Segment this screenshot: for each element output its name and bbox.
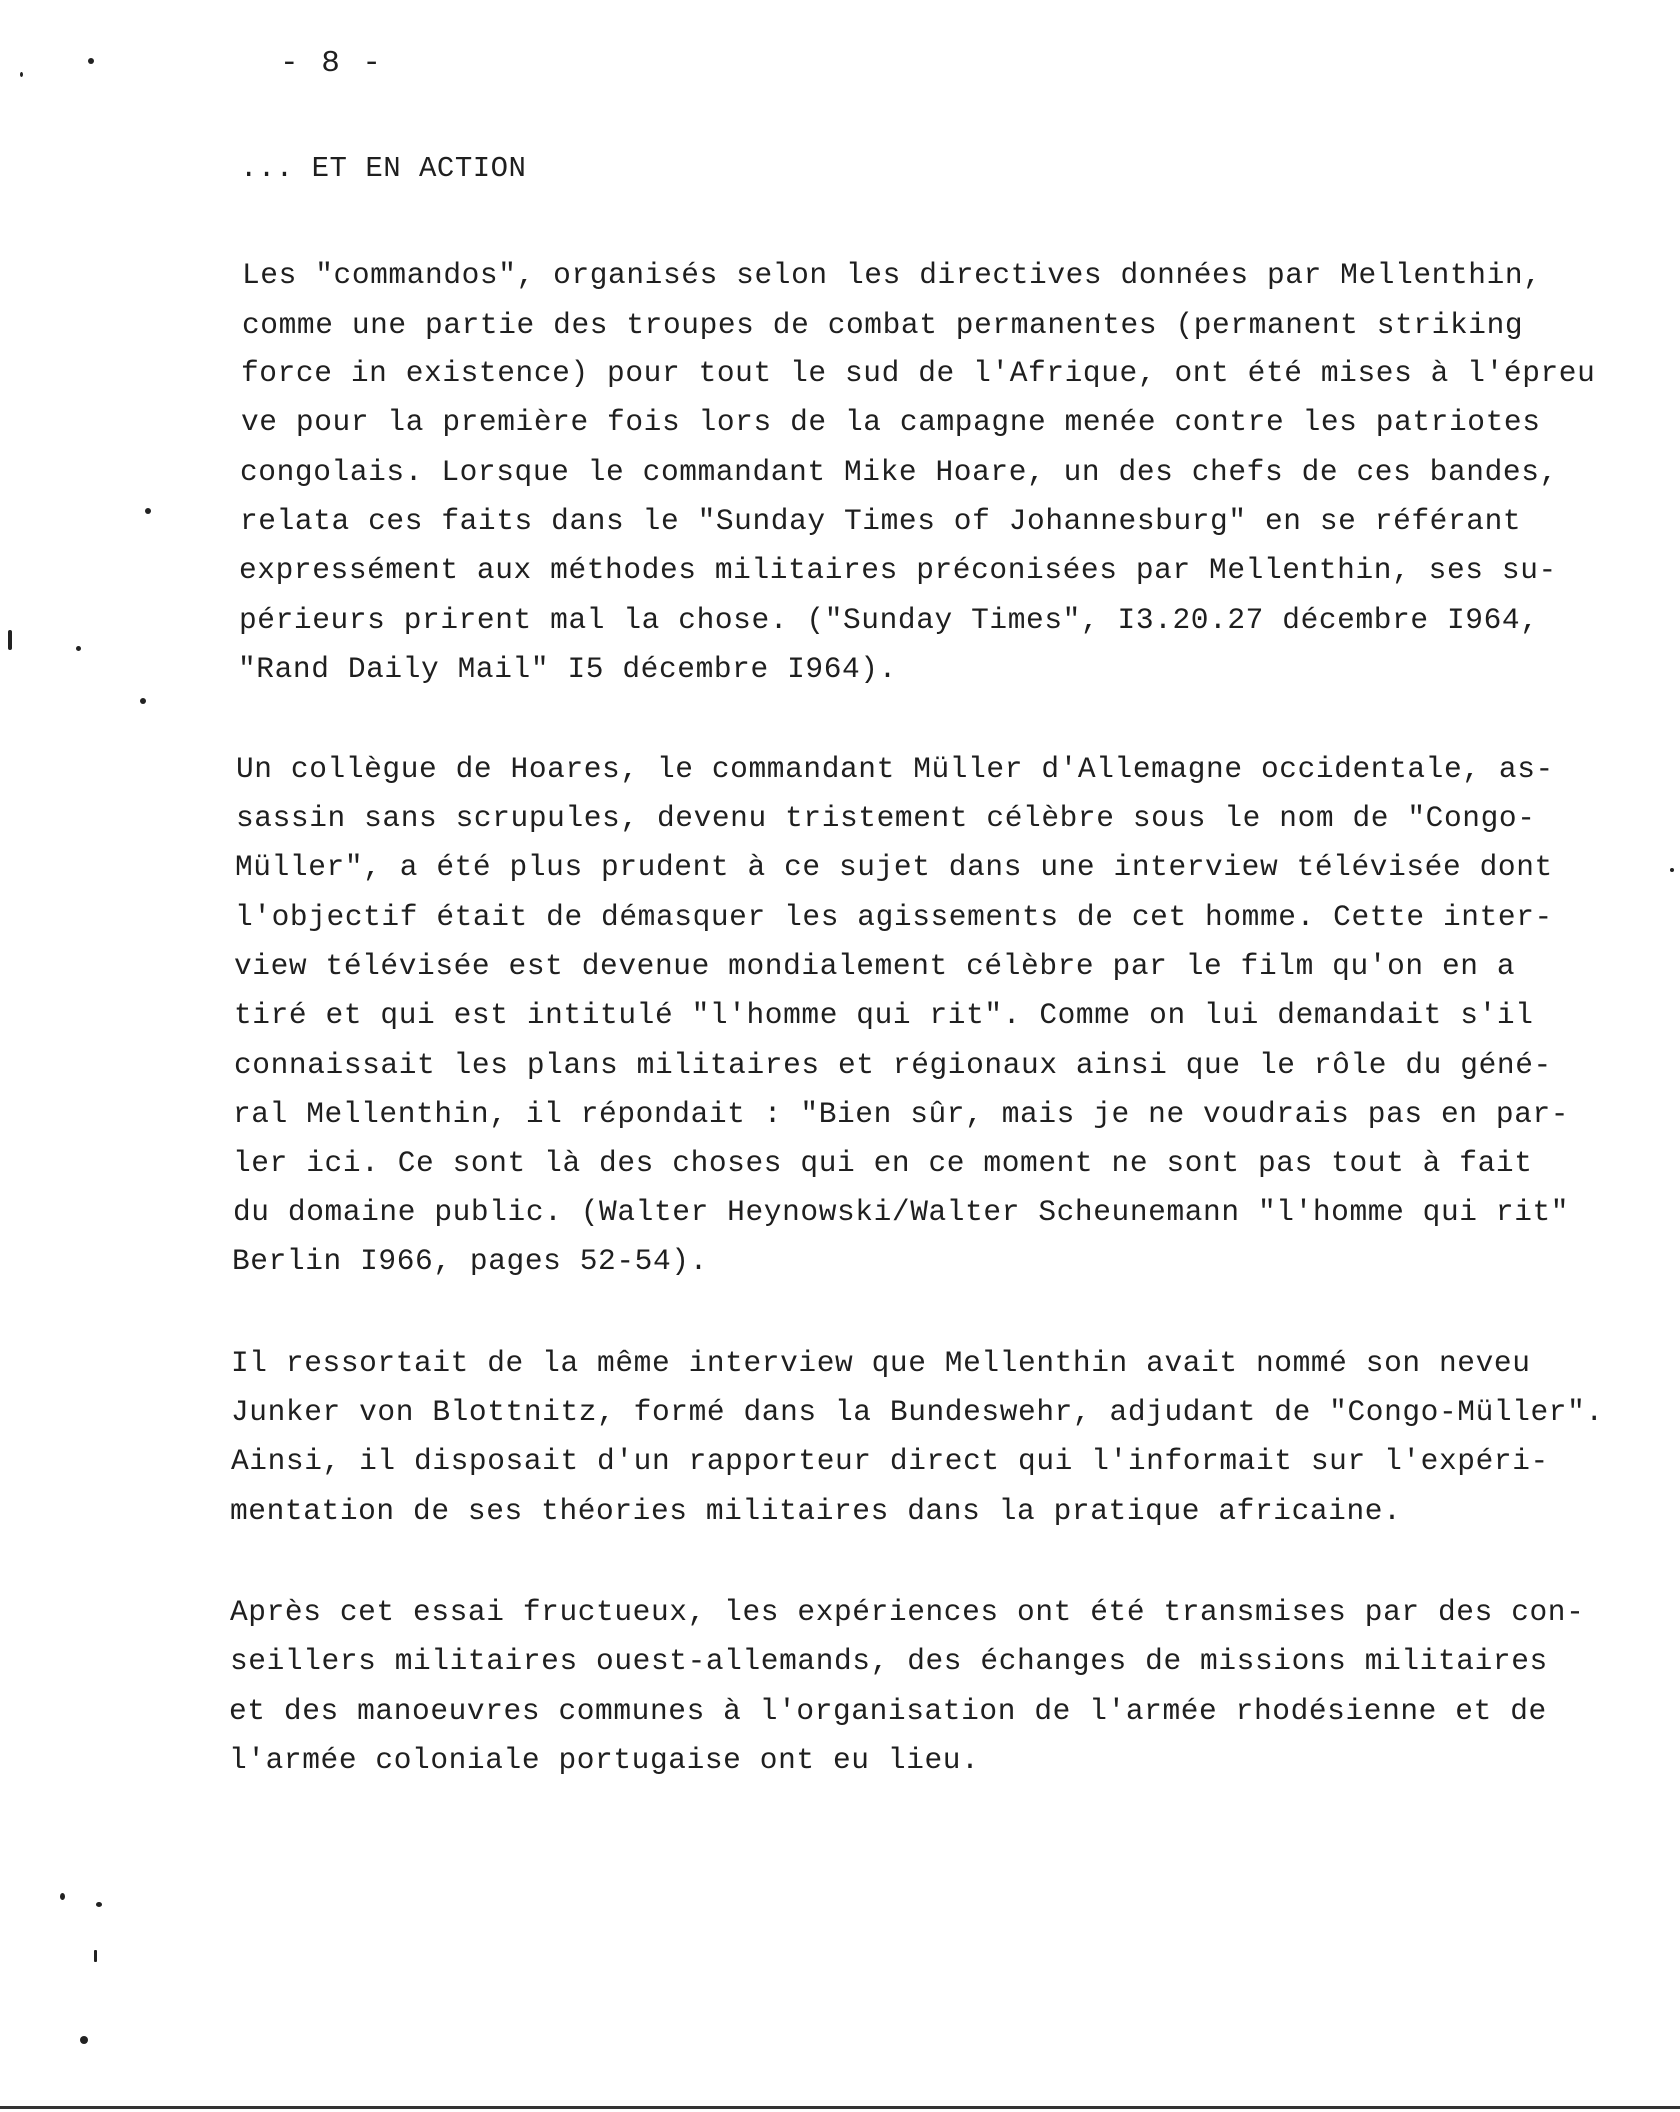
paragraph-line: relata ces faits dans le "Sunday Times of Johannesburg" en se référant bbox=[240, 504, 1522, 538]
paragraph-line: Müller", a été plus prudent à ce sujet dans une interview télévisée dont bbox=[235, 850, 1553, 884]
paragraph-line: Berlin I966, pages 52-54). bbox=[232, 1244, 708, 1278]
scan-speck bbox=[145, 508, 151, 514]
paragraph-line: view télévisée est devenue mondialement célèbre par le film qu'on en a bbox=[234, 949, 1516, 983]
scan-speck bbox=[80, 2036, 88, 2044]
paragraph-line: Il ressortait de la même interview que Mellenthin avait nommé son neveu bbox=[231, 1346, 1531, 1380]
paragraph-line: périeurs prirent mal la chose. ("Sunday Times", I3.20.27 décembre I964, bbox=[239, 603, 1539, 637]
paragraph-line: seillers militaires ouest-allemands, des échanges de missions militaires bbox=[230, 1644, 1548, 1678]
paragraph-line: et des manoeuvres communes à l'organisation de l'armée rhodésienne et de bbox=[229, 1694, 1547, 1728]
paragraph-line: du domaine public. (Walter Heynowski/Walter Scheunemann "l'homme qui rit" bbox=[233, 1195, 1570, 1229]
paragraph-line: mentation de ses théories militaires dans la pratique africaine. bbox=[230, 1494, 1402, 1528]
paragraph-line: Ainsi, il disposait d'un rapporteur direct qui l'informait sur l'expéri- bbox=[231, 1444, 1549, 1478]
scan-speck bbox=[140, 698, 146, 704]
paragraph-line: Junker von Blottnitz, formé dans la Bundeswehr, adjudant de "Congo-Müller". bbox=[231, 1395, 1604, 1429]
paragraph-line: connaissait les plans militaires et régionaux ainsi que le rôle du géné- bbox=[234, 1048, 1552, 1082]
scan-speck bbox=[8, 630, 12, 650]
paragraph-line: l'objectif était de démasquer les agissements de cet homme. Cette inter- bbox=[235, 900, 1553, 934]
scan-speck bbox=[1670, 868, 1674, 872]
paragraph-line: l'armée coloniale portugaise ont eu lieu. bbox=[229, 1743, 980, 1777]
scan-speck bbox=[94, 1950, 97, 1962]
page-bottom-edge bbox=[0, 2106, 1680, 2109]
paragraph-line: ler ici. Ce sont là des choses qui en ce moment ne sont pas tout à fait bbox=[233, 1146, 1533, 1180]
paragraph-line: force in existence) pour tout le sud de l'Afrique, ont été mises à l'épreu bbox=[241, 356, 1596, 390]
scan-speck bbox=[76, 646, 81, 651]
section-heading: ... ET EN ACTION bbox=[240, 152, 527, 185]
scan-speck bbox=[88, 58, 94, 64]
paragraph-line: Les "commandos", organisés selon les directives données par Mellenthin, bbox=[242, 258, 1542, 292]
paragraph-line: Un collègue de Hoares, le commandant Müller d'Allemagne occidentale, as- bbox=[236, 752, 1554, 786]
paragraph-line: "Rand Daily Mail" I5 décembre I964). bbox=[238, 652, 897, 686]
paragraph-line: ral Mellenthin, il répondait : "Bien sûr, mais je ne voudrais pas en par- bbox=[233, 1097, 1570, 1131]
scan-speck bbox=[96, 1902, 102, 1907]
page-number: - 8 - bbox=[280, 46, 384, 81]
scan-speck bbox=[20, 72, 23, 77]
scan-speck bbox=[60, 1893, 65, 1900]
paragraph-line: comme une partie des troupes de combat permanentes (permanent striking bbox=[242, 308, 1524, 342]
paragraph-line: ve pour la première fois lors de la campagne menée contre les patriotes bbox=[241, 405, 1541, 439]
paragraph-line: congolais. Lorsque le commandant Mike Hoare, un des chefs de ces bandes, bbox=[240, 455, 1558, 489]
paragraph-line: tiré et qui est intitulé "l'homme qui rit". Comme on lui demandait s'il bbox=[234, 998, 1534, 1032]
paragraph-line: expressément aux méthodes militaires préconisées par Mellenthin, ses su- bbox=[239, 553, 1557, 587]
paragraph-line: sassin sans scrupules, devenu tristement célèbre sous le nom de "Congo- bbox=[236, 801, 1536, 835]
paragraph-line: Après cet essai fructueux, les expériences ont été transmises par des con- bbox=[230, 1595, 1585, 1629]
